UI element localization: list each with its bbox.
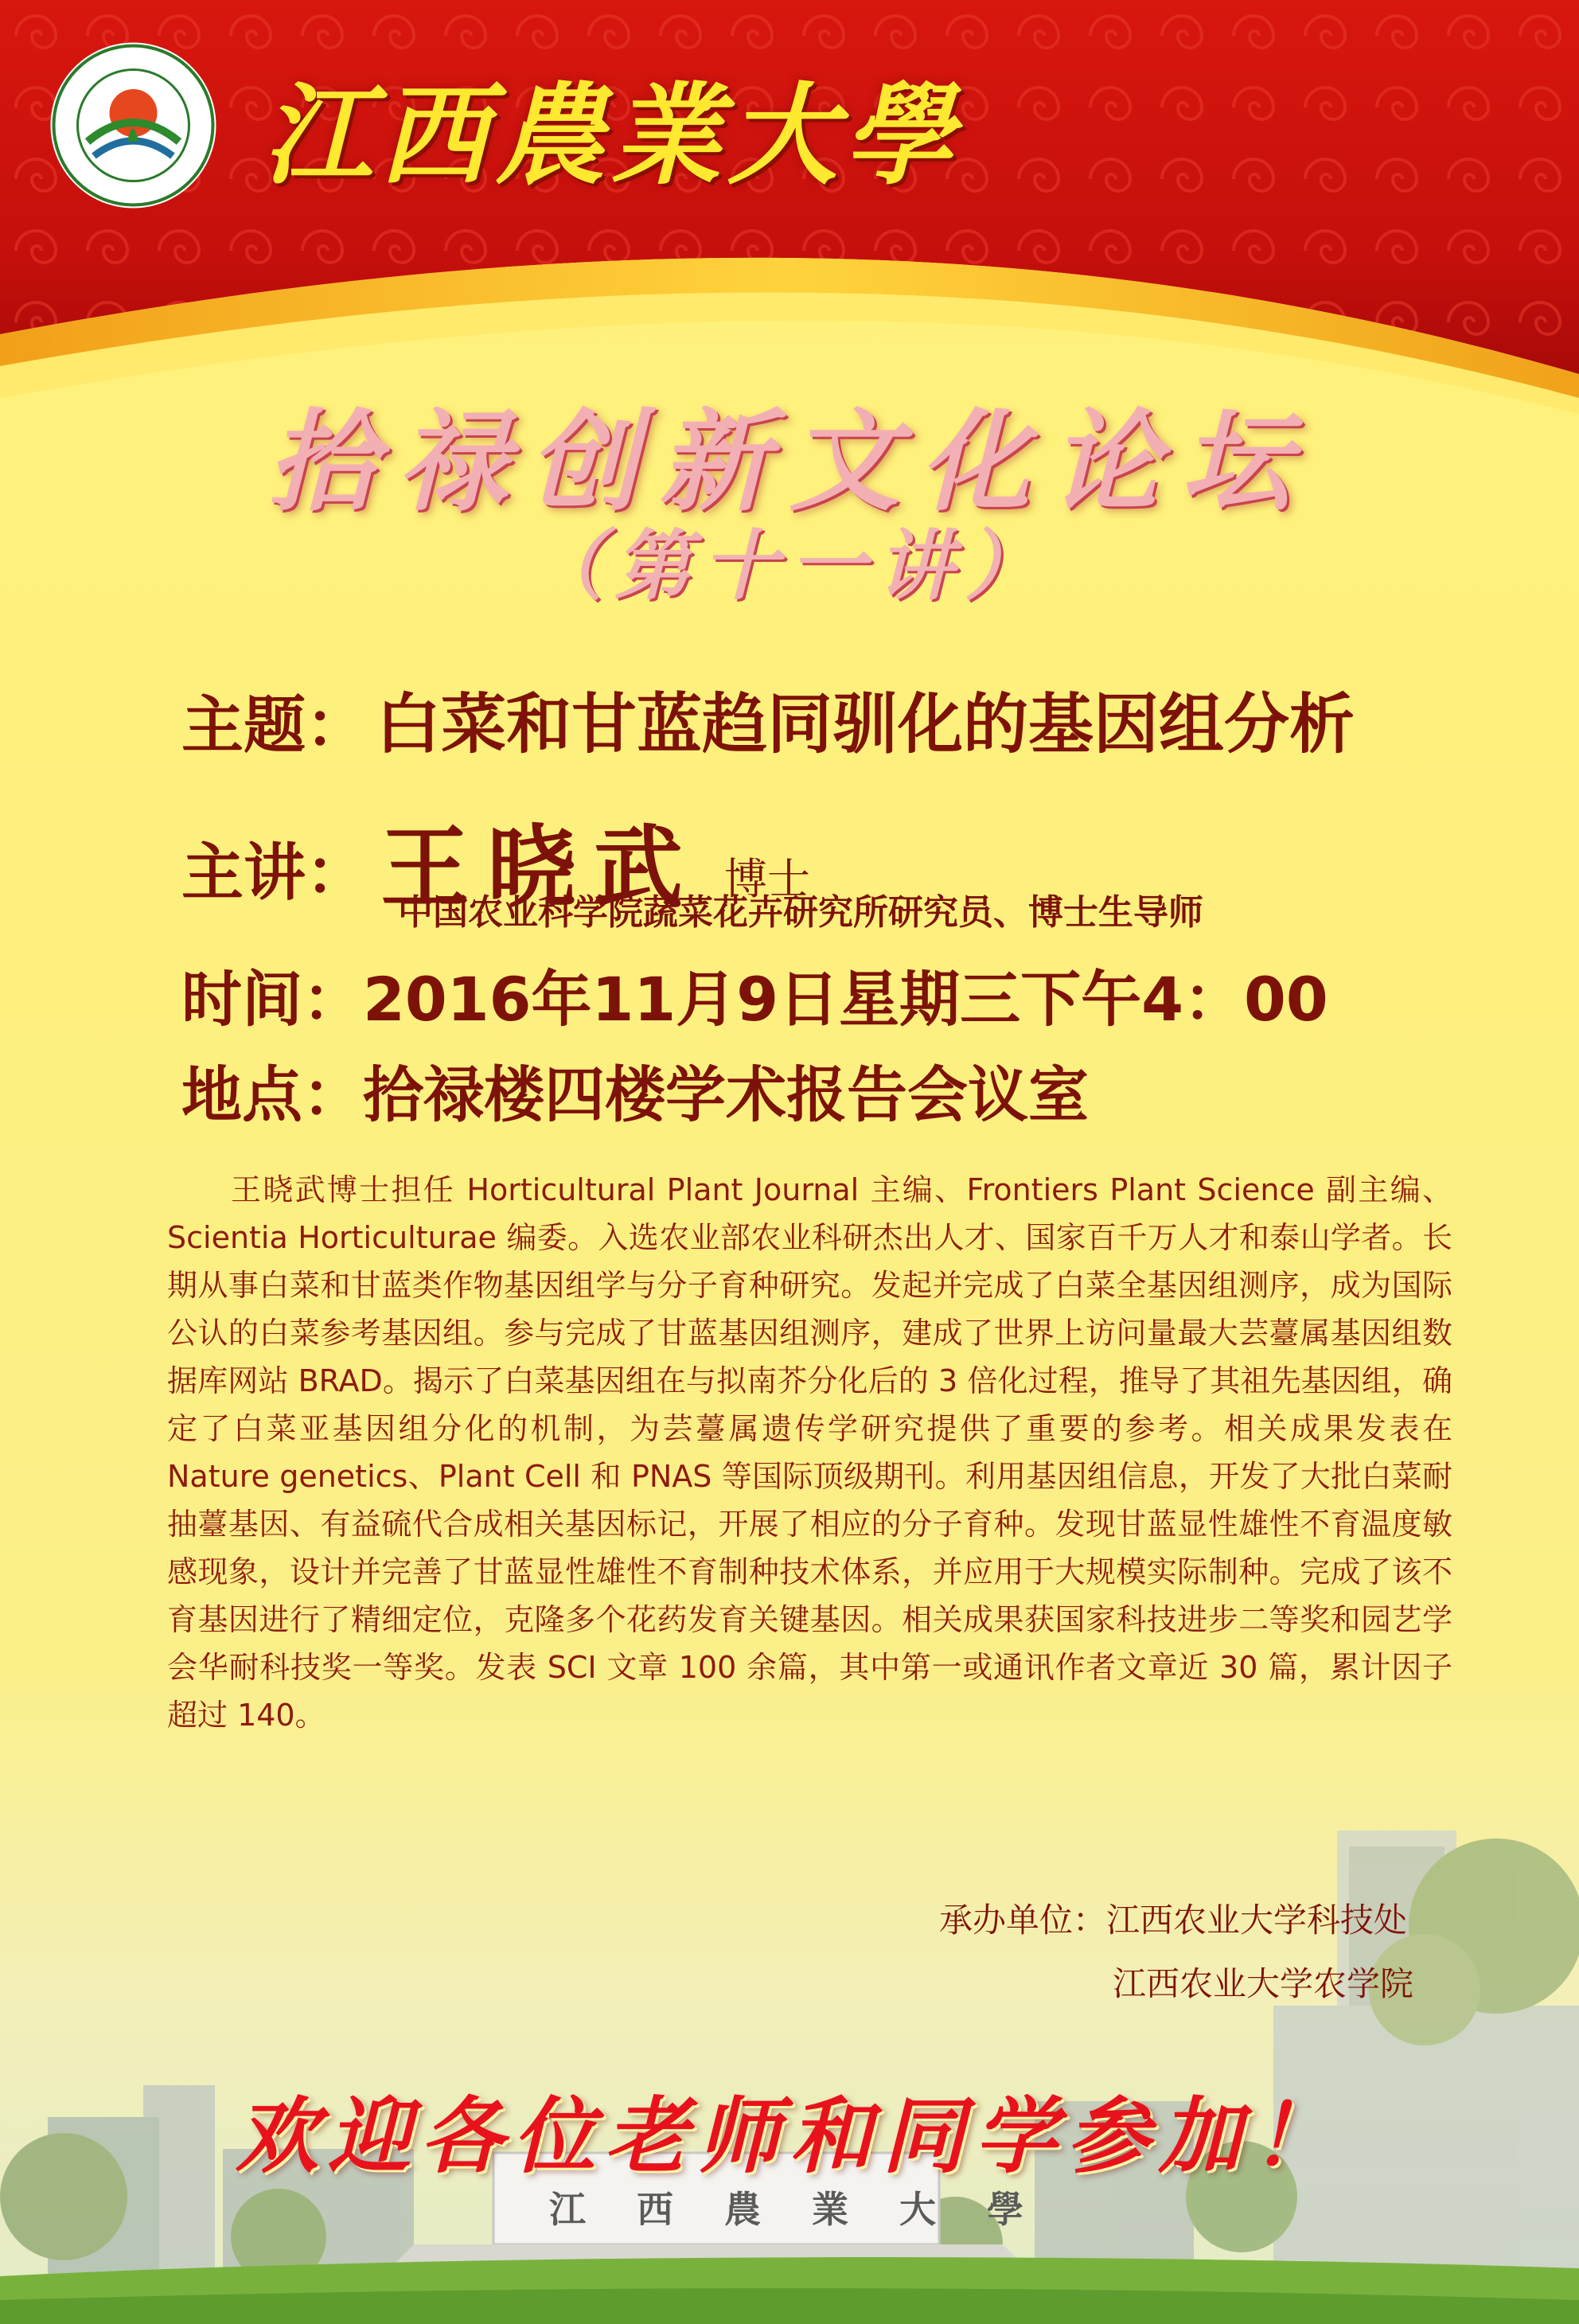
place-label: 地点： <box>181 1059 363 1130</box>
welcome-message: 欢迎各位老师和同学参加！ <box>235 2087 1343 2185</box>
speaker-bio: 王晓武博士担任 Horticultural Plant Journal 主编、Frontiers Plant Science 副主编、Scientia Horticulturae 编委。入选农业部农业科研杰出人才、国家百千万人才和泰山学者。长期从事白菜和甘蓝类作物基因组学与分子育种研究。发起并完成了白菜全基因组测序，成为国际公认的白菜参考基因组。参与完成了甘蓝基因组测序，建成了世界上访问量最大芸薹属基因组数据库网站 BRAD。揭示了白菜基因组在与拟南芥分化后的 3 倍化过程，推导了其祖先基因组，确定了白菜亚基因组分化的机制，为芸薹属遗传学研究提供了重要的参考。相关成果发表在 Nature genetics、Plant Cell 和 PNAS 等国际顶级期刊。利用基因组信息，开发了大批白菜耐抽薹基因、有益硫代合成相关基因标记，开展了相应的分子育种。发现甘蓝显性雄性不育温度敏感现象，设计并完善了甘蓝显性雄性不育制种技术体系，并应用于大规模实际制种。完成了该不育基因进行了精细定位，克隆多个花药发育关键基因。相关成果获国家科技进步二等奖和园艺学会华耐科技奖一等奖。发表 SCI 文章 100 余篇，其中第一或通讯作者文章近 30 篇，累计因子超过 140。 <box>167 1172 1452 1733</box>
time-row <box>181 951 1328 1038</box>
topic-value: 白菜和甘蓝趋同驯化的基因组分析 <box>376 687 1355 762</box>
university-logo <box>48 40 219 211</box>
forum-session: （第十一讲） <box>527 521 1052 610</box>
forum-title: 拾禄创新文化论坛 <box>267 396 1312 526</box>
university-emblem-icon <box>48 40 219 211</box>
topic-label: 主题： <box>181 690 368 762</box>
place-value: 拾禄楼四楼学术报告会议室 <box>363 1059 1089 1130</box>
speaker-label: 主讲： <box>181 837 368 909</box>
topic-row <box>181 673 1355 766</box>
time-value: 2016年11月9日星期三下午4：00 <box>363 964 1328 1035</box>
gate-sign: 江西農業大學 <box>549 2188 1074 2231</box>
time-label: 时间： <box>181 964 363 1035</box>
organizer-line-2: 江西农业大学农学院 <box>1113 1964 1414 2003</box>
organizer-line-1: 承办单位：江西农业大学科技处 <box>939 1901 1408 1940</box>
speaker-title: 博士 <box>724 854 811 904</box>
speaker-name: 王晓武 <box>380 817 701 920</box>
place-row <box>181 1047 1089 1133</box>
speaker-affiliation: 中国农业科学院蔬菜花卉研究所研究员、博士生导师 <box>398 892 1203 933</box>
university-name: 江西農業大學 <box>263 70 961 200</box>
